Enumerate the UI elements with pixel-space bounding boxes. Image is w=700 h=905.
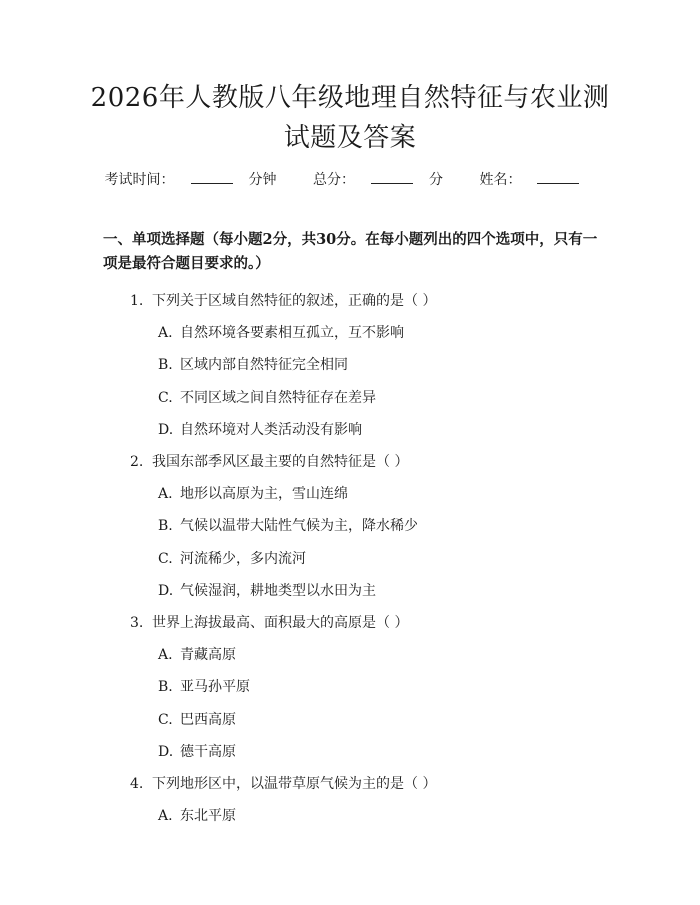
option-label: C.	[158, 389, 173, 406]
option-text: 地形以高原为主，雪山连绵	[180, 486, 348, 503]
option-text: 东北平原	[180, 808, 236, 825]
option-text: 亚马孙平原	[180, 679, 250, 696]
exam-info	[0, 169, 700, 189]
title-line-2: 试题及答案	[283, 123, 417, 153]
section-heading: 一、单项选择题（每小题2分，共30分。在每小题列出的四个选项中，只有一项是最符合题目要求的。）	[103, 231, 598, 272]
option-text: 河流稀少，多内流河	[180, 550, 306, 567]
option-b[interactable]	[158, 515, 418, 535]
question-2	[130, 451, 408, 471]
total-score: 总分： 分	[313, 172, 443, 188]
option-label: D.	[158, 743, 174, 760]
option-label: B.	[158, 357, 173, 374]
option-label: A.	[158, 325, 173, 342]
option-c[interactable]	[158, 709, 236, 729]
option-text: 不同区域之间自然特征存在差异	[180, 389, 376, 406]
question-3	[130, 612, 408, 632]
option-text: 气候以温带大陆性气候为主，降水稀少	[180, 518, 418, 535]
option-text: 德干高原	[180, 743, 236, 760]
title-line-1: 2026年人教版八年级地理自然特征与农业测	[90, 83, 610, 113]
score-blank[interactable]	[371, 171, 413, 184]
name-blank[interactable]	[537, 171, 579, 184]
option-text: 区域内部自然特征完全相同	[180, 357, 348, 374]
exam-time: 考试时间： 分钟	[104, 172, 277, 188]
option-text: 自然环境各要素相互孤立，互不影响	[180, 325, 404, 342]
option-label: D.	[158, 421, 174, 438]
option-text: 巴西高原	[180, 711, 236, 728]
question-number: 4.	[130, 776, 144, 792]
option-text: 自然环境对人类活动没有影响	[180, 421, 362, 438]
question-text: 下列关于区域自然特征的叙述，正确的是（ ）	[152, 293, 437, 309]
option-c[interactable]	[158, 548, 306, 568]
option-a[interactable]	[158, 644, 236, 664]
option-c[interactable]	[158, 387, 376, 407]
option-label: B.	[158, 518, 173, 535]
option-label: A.	[158, 808, 173, 825]
option-b[interactable]	[158, 676, 250, 696]
option-d[interactable]	[158, 580, 376, 600]
question-text: 我国东部季风区最主要的自然特征是（ ）	[152, 454, 409, 470]
option-label: C.	[158, 711, 173, 728]
question-number: 1.	[130, 293, 144, 309]
option-a[interactable]	[158, 483, 348, 503]
question-number: 2.	[130, 454, 144, 470]
option-d[interactable]	[158, 419, 362, 439]
question-text: 下列地形区中，以温带草原气候为主的是（ ）	[152, 776, 437, 792]
option-label: A.	[158, 647, 173, 664]
option-text: 青藏高原	[180, 647, 236, 664]
time-blank[interactable]	[191, 171, 233, 184]
option-text: 气候湿润，耕地类型以水田为主	[180, 582, 376, 599]
option-label: C.	[158, 550, 173, 567]
option-label: A.	[158, 486, 173, 503]
option-a[interactable]	[158, 322, 404, 342]
document-title	[0, 78, 700, 158]
question-text: 世界上海拔最高、面积最大的高原是（ ）	[152, 615, 409, 631]
question-number: 3.	[130, 615, 144, 631]
option-b[interactable]	[158, 354, 348, 374]
option-a[interactable]	[158, 805, 236, 825]
question-1	[130, 290, 436, 310]
option-label: D.	[158, 582, 174, 599]
student-name: 姓名：	[479, 172, 595, 188]
question-4	[130, 773, 436, 793]
option-label: B.	[158, 679, 173, 696]
option-d[interactable]	[158, 741, 236, 761]
